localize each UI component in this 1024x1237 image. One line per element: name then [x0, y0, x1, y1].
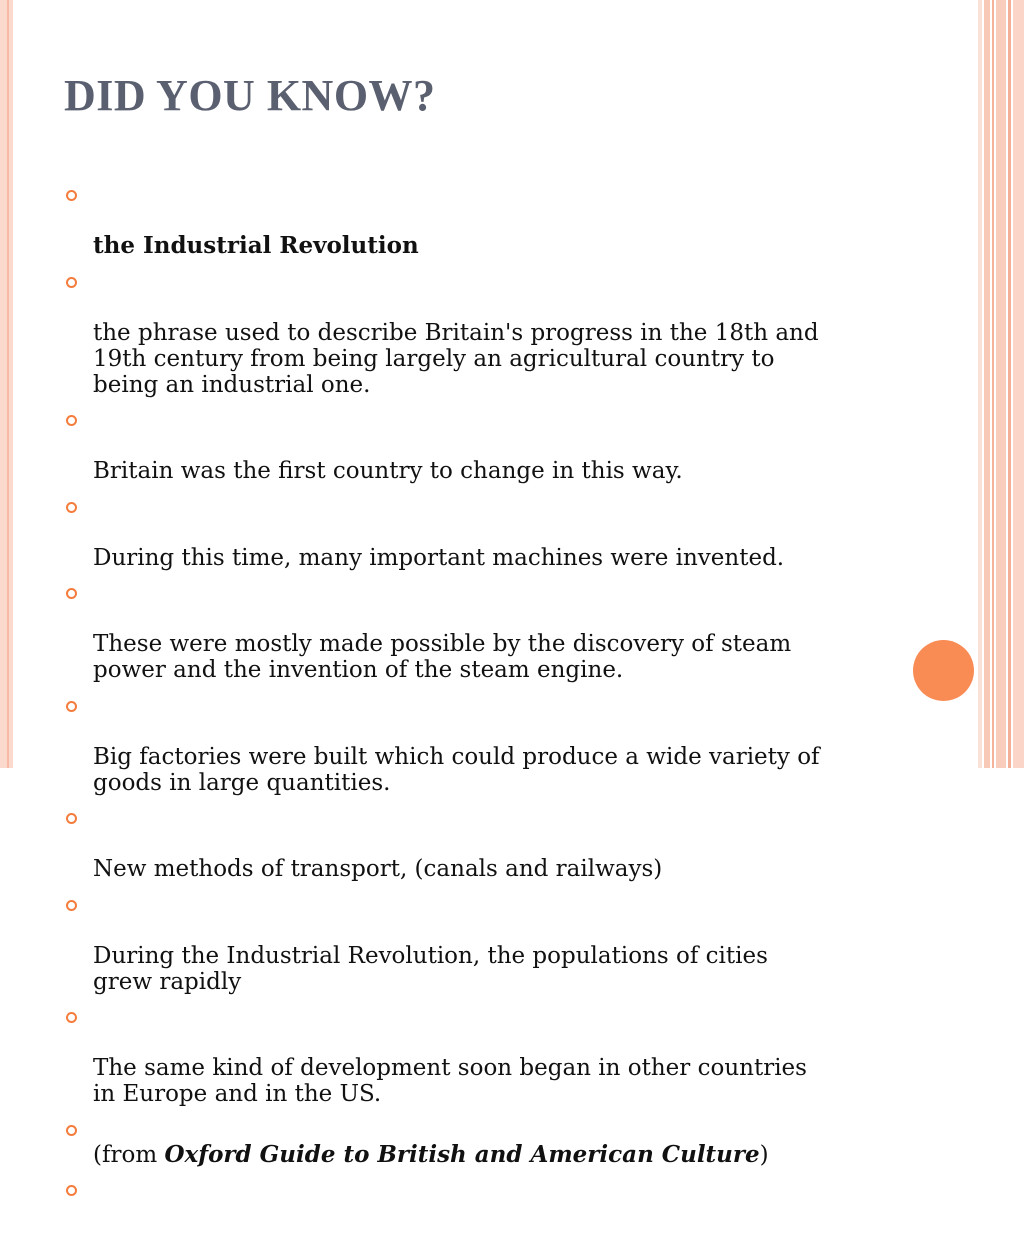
- bullet-circle-icon: [66, 502, 77, 513]
- bullet-text: New methods of transport, (canals and railways): [93, 856, 663, 882]
- bullet-text: During the Industrial Revolution, the populations of cities grew rapidly: [93, 942, 768, 995]
- bullet-circle-icon: [66, 588, 77, 599]
- bullet-circle-icon: [66, 415, 77, 426]
- bullet-item: [62, 406, 862, 484]
- bullet-circle-icon: [66, 701, 77, 712]
- bullet-list: [62, 181, 862, 1237]
- bullet-item: [62, 891, 862, 995]
- bullet-circle-icon: [66, 1125, 77, 1136]
- bullet-text: the Industrial Revolution: [93, 232, 419, 259]
- bullet-circle-icon: [66, 900, 77, 911]
- bullet-text: The same kind of development soon began in other countries in Europe and in the US.: [93, 1055, 807, 1107]
- bullet-item-empty: [62, 1176, 862, 1228]
- bullet-text: During this time, many important machines were invented.: [93, 544, 785, 571]
- bullet-circle-icon: [66, 1185, 77, 1196]
- bullet-item: [62, 493, 862, 571]
- bullet-item: [62, 692, 862, 796]
- bullet-item: [62, 579, 862, 683]
- bullet-circle-icon: [66, 277, 77, 288]
- bullet-circle-icon: [66, 813, 77, 824]
- bullet-text: Britain was the first country to change in this way.: [93, 458, 683, 484]
- bullet-text: the phrase used to describe Britain's progress in the 18th and 19th century from being largely an agricultural country to being an industrial one.: [93, 319, 819, 398]
- bullet-item-source: [62, 1116, 862, 1168]
- source-suffix: ): [759, 1141, 769, 1168]
- source-title: Oxford Guide to British and American Culture: [164, 1140, 760, 1168]
- bullet-item: [62, 804, 862, 882]
- left-border-decoration: [0, 0, 13, 768]
- bullet-item: [62, 268, 862, 398]
- decorative-circle: [913, 640, 974, 701]
- bullet-text: These were mostly made possible by the discovery of steam power and the invention of the steam engine.: [93, 631, 792, 683]
- slide-title: DID YOU KNOW?: [64, 71, 436, 120]
- bullet-item: [62, 181, 862, 259]
- bullet-item: [62, 1003, 862, 1107]
- source-prefix: (from: [93, 1141, 165, 1168]
- right-border-decoration: [978, 0, 1024, 768]
- bullet-text: Big factories were built which could produce a wide variety of goods in large quantities.: [93, 743, 820, 796]
- bullet-circle-icon: [66, 190, 77, 201]
- bullet-circle-icon: [66, 1012, 77, 1023]
